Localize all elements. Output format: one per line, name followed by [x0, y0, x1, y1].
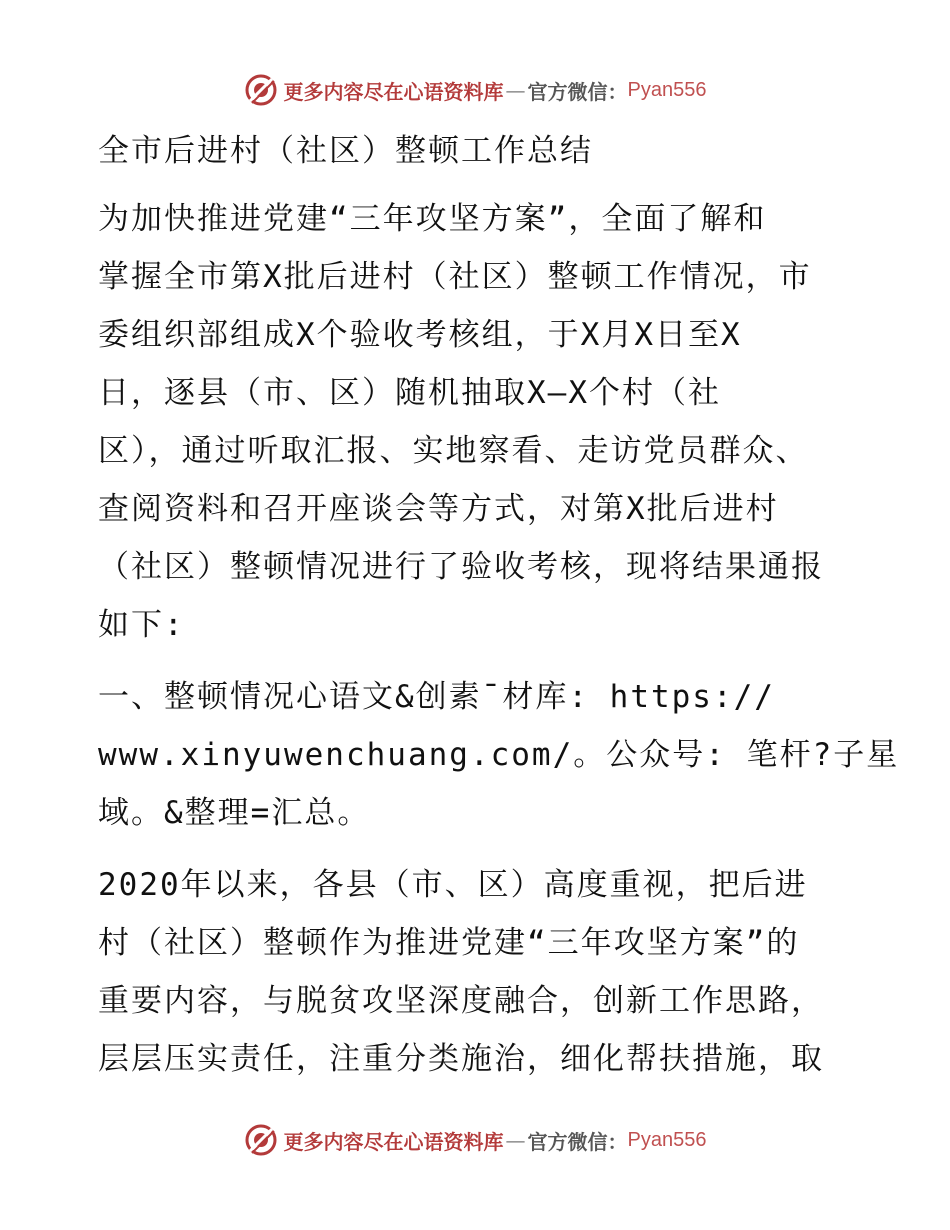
text-line: 日，逐县（市、区）随机抽取X—X个村（社	[98, 375, 721, 411]
watermark-banner-bottom	[0, 1120, 950, 1160]
text-line: 域。&整理=汇总。	[98, 795, 371, 831]
watermark-banner-top	[0, 70, 950, 110]
text-line: 如下:	[98, 607, 185, 643]
text-line: 2020年以来，各县（市、区）高度重视，把后进	[98, 867, 808, 903]
text-line: 村（社区）整顿作为推进党建“三年攻坚方案”的	[98, 925, 800, 961]
xinyu-logo-icon	[244, 1123, 278, 1157]
text-line: 重要内容，与脱贫攻坚深度融合，创新工作思路，	[98, 983, 824, 1019]
banner-wechat-id: Pyan556	[627, 78, 707, 101]
banner-official-label: 官方微信：	[527, 1129, 628, 1154]
banner-wechat-id: Pyan556	[627, 1128, 707, 1151]
text-line: 掌握全市第X批后进村（社区）整顿工作情况，市	[98, 259, 812, 295]
paragraph-section-heading	[98, 668, 900, 842]
banner-dash: —	[505, 1128, 526, 1152]
document-title	[98, 122, 858, 180]
text-line: 区），通过听取汇报、实地察看、走访党员群众、	[98, 433, 809, 469]
text-line: 层层压实责任，注重分类施治，细化帮扶措施，取	[98, 1041, 824, 1077]
text-line: 查阅资料和召开座谈会等方式，对第X批后进村	[98, 491, 779, 527]
document-body	[98, 122, 900, 1088]
text-line: （社区）整顿情况进行了验收考核，现将结果通报	[98, 549, 824, 585]
text-line: 委组织部组成X个验收考核组，于X月X日至X	[98, 317, 742, 353]
banner-official-label: 官方微信：	[527, 79, 628, 104]
text-line: www.xinyuwenchuang.com/。公众号: 笔杆?子星	[98, 737, 900, 773]
banner-main-text: 更多内容尽在心语资料库	[283, 79, 504, 104]
banner-main-text: 更多内容尽在心语资料库	[283, 1129, 504, 1154]
paragraph-intro	[98, 190, 858, 654]
title-text: 全市后进村（社区）整顿工作总结	[98, 133, 593, 169]
text-line: 一、整顿情况心语文&创素¯材库: https://	[98, 679, 775, 715]
banner-dash: —	[505, 78, 526, 102]
text-line: 为加快推进党建“三年攻坚方案”，全面了解和	[98, 201, 767, 237]
xinyu-logo-icon	[244, 73, 278, 107]
paragraph-summary	[98, 856, 858, 1088]
